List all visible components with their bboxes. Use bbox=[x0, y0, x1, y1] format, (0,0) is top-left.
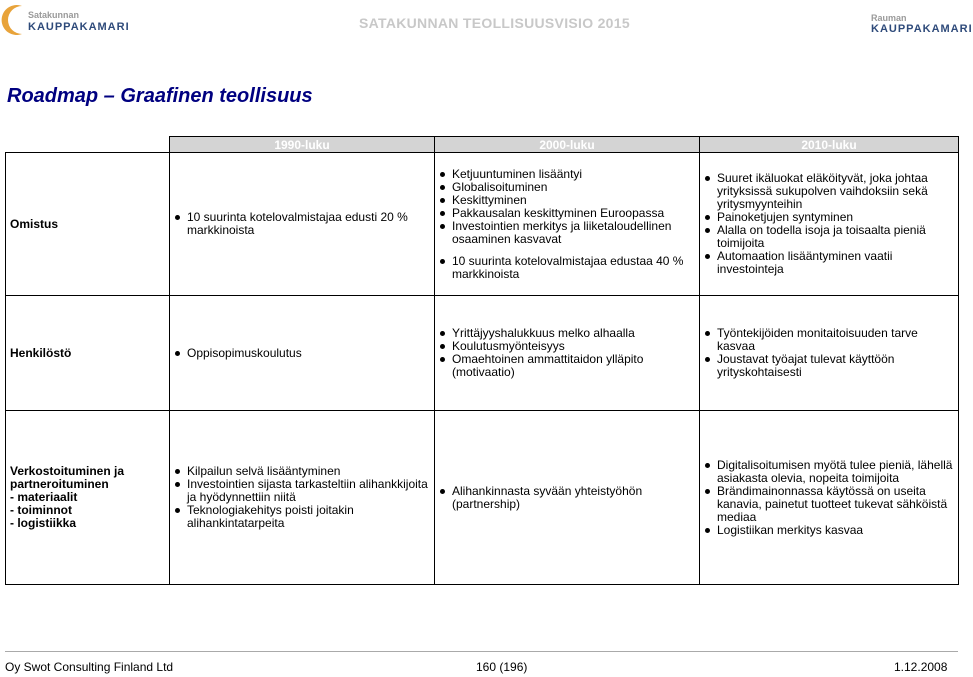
logo-right-line2: KAUPPAKAMARI bbox=[871, 23, 973, 35]
list-item: Työntekijöiden monitaitoisuuden tarve kasvaa bbox=[704, 327, 954, 353]
page-title: Roadmap – Graafinen teollisuus bbox=[7, 85, 313, 107]
cell-2000 bbox=[435, 296, 700, 411]
list-item: Automaation lisääntyminen vaatii investointeja bbox=[704, 250, 954, 276]
list-item: Omaehtoinen ammattitaidon ylläpito (motivaatio) bbox=[439, 353, 695, 379]
list-item: Investointien sijasta tarkasteltiin alihankkijoita ja hyödynnettiin niitä bbox=[174, 478, 430, 504]
list-item: Oppisopimuskoulutus bbox=[174, 347, 430, 360]
column-header-2010: 2010-luku bbox=[700, 137, 959, 153]
logo-mark-icon bbox=[2, 2, 28, 38]
list-item: 10 suurinta kotelovalmistajaa edustaa 40 % markkinoista bbox=[439, 255, 695, 281]
row-label-line: - toiminnot bbox=[10, 503, 72, 517]
footer-company: Oy Swot Consulting Finland Ltd bbox=[5, 660, 174, 674]
roadmap-table bbox=[5, 136, 959, 585]
list-item: Alihankinnasta syvään yhteistyöhön (partnership) bbox=[439, 485, 695, 511]
row-label bbox=[6, 153, 170, 296]
header-title: SATAKUNNAN TEOLLISUUSVISIO 2015 bbox=[359, 15, 630, 31]
list-item: Investointien merkitys ja liiketaloudellinen osaaminen kasvavat bbox=[439, 220, 695, 246]
column-header-1990: 1990-luku bbox=[170, 137, 435, 153]
list-item: Painoketjujen syntyminen bbox=[704, 211, 954, 224]
logo-satakunnan-kauppakamari bbox=[2, 2, 130, 42]
row-label bbox=[6, 296, 170, 411]
row-label-line: Verkostoituminen ja partneroituminen bbox=[10, 464, 125, 491]
list-item: Ketjuuntuminen lisääntyi bbox=[439, 168, 695, 181]
logo-rauman-kauppakamari bbox=[847, 2, 973, 42]
row-label-line: Omistus bbox=[10, 216, 59, 231]
row-label bbox=[6, 411, 170, 585]
logo-left-line1: Satakunnan bbox=[28, 10, 80, 20]
list-item: Pakkausalan keskittyminen Euroopassa bbox=[439, 207, 695, 220]
list-item: Kilpailun selvä lisääntyminen bbox=[174, 465, 430, 478]
list-item: Teknologiakehitys poisti joitakin alihankintatarpeita bbox=[174, 504, 430, 530]
table-row-omistus bbox=[6, 153, 959, 296]
cell-2010 bbox=[700, 153, 959, 296]
cell-1990 bbox=[170, 296, 435, 411]
table-row-verkostoituminen bbox=[6, 411, 959, 585]
list-item: 10 suurinta kotelovalmistajaa edusti 20 % markkinoista bbox=[174, 211, 430, 237]
cell-2000 bbox=[435, 411, 700, 585]
cell-2010 bbox=[700, 411, 959, 585]
list-item: Keskittyminen bbox=[439, 194, 695, 207]
header-row bbox=[6, 137, 959, 153]
list-item: Suuret ikäluokat eläköityvät, joka johtaa yrityksissä sukupolven vaihdoksiin sekä yritysmyynteihin bbox=[704, 172, 954, 211]
cell-2000 bbox=[435, 153, 700, 296]
list-item: Joustavat työajat tulevat käyttöön yrityskohtaisesti bbox=[704, 353, 954, 379]
list-item: Globalisoituminen bbox=[439, 181, 695, 194]
list-item: Logistiikan merkitys kasvaa bbox=[704, 524, 954, 537]
cell-1990 bbox=[170, 153, 435, 296]
row-label-line: Henkilöstö bbox=[10, 345, 72, 360]
list-item: Yrittäjyyshalukkuus melko alhaalla bbox=[439, 327, 695, 340]
corner-cell bbox=[6, 137, 170, 153]
footer-date: 1.12.2008 bbox=[894, 660, 948, 674]
row-label-line: - materiaalit bbox=[10, 490, 78, 504]
row-label-line: - logistiikka bbox=[10, 516, 77, 530]
cell-1990 bbox=[170, 411, 435, 585]
list-item: Alalla on todella isoja ja toisaalta pieniä toimijoita bbox=[704, 224, 954, 250]
list-item: Digitalisoitumisen myötä tulee pieniä, lähellä asiakasta olevia, nopeita toimijoita bbox=[704, 459, 954, 485]
list-item: Brändimainonnassa käytössä on useita kanavia, painetut tuotteet tukevat sähköistä mediaa bbox=[704, 485, 954, 524]
table-row-henkilosto bbox=[6, 296, 959, 411]
cell-2010 bbox=[700, 296, 959, 411]
logo-mark-icon bbox=[847, 2, 871, 40]
column-header-2000: 2000-luku bbox=[435, 137, 700, 153]
footer-divider bbox=[5, 651, 958, 652]
logo-right-line1: Rauman bbox=[871, 13, 907, 23]
footer-page-number: 160 (196) bbox=[476, 660, 528, 674]
list-item: Koulutusmyönteisyys bbox=[439, 340, 695, 353]
logo-left-line2: KAUPPAKAMARI bbox=[28, 21, 130, 33]
